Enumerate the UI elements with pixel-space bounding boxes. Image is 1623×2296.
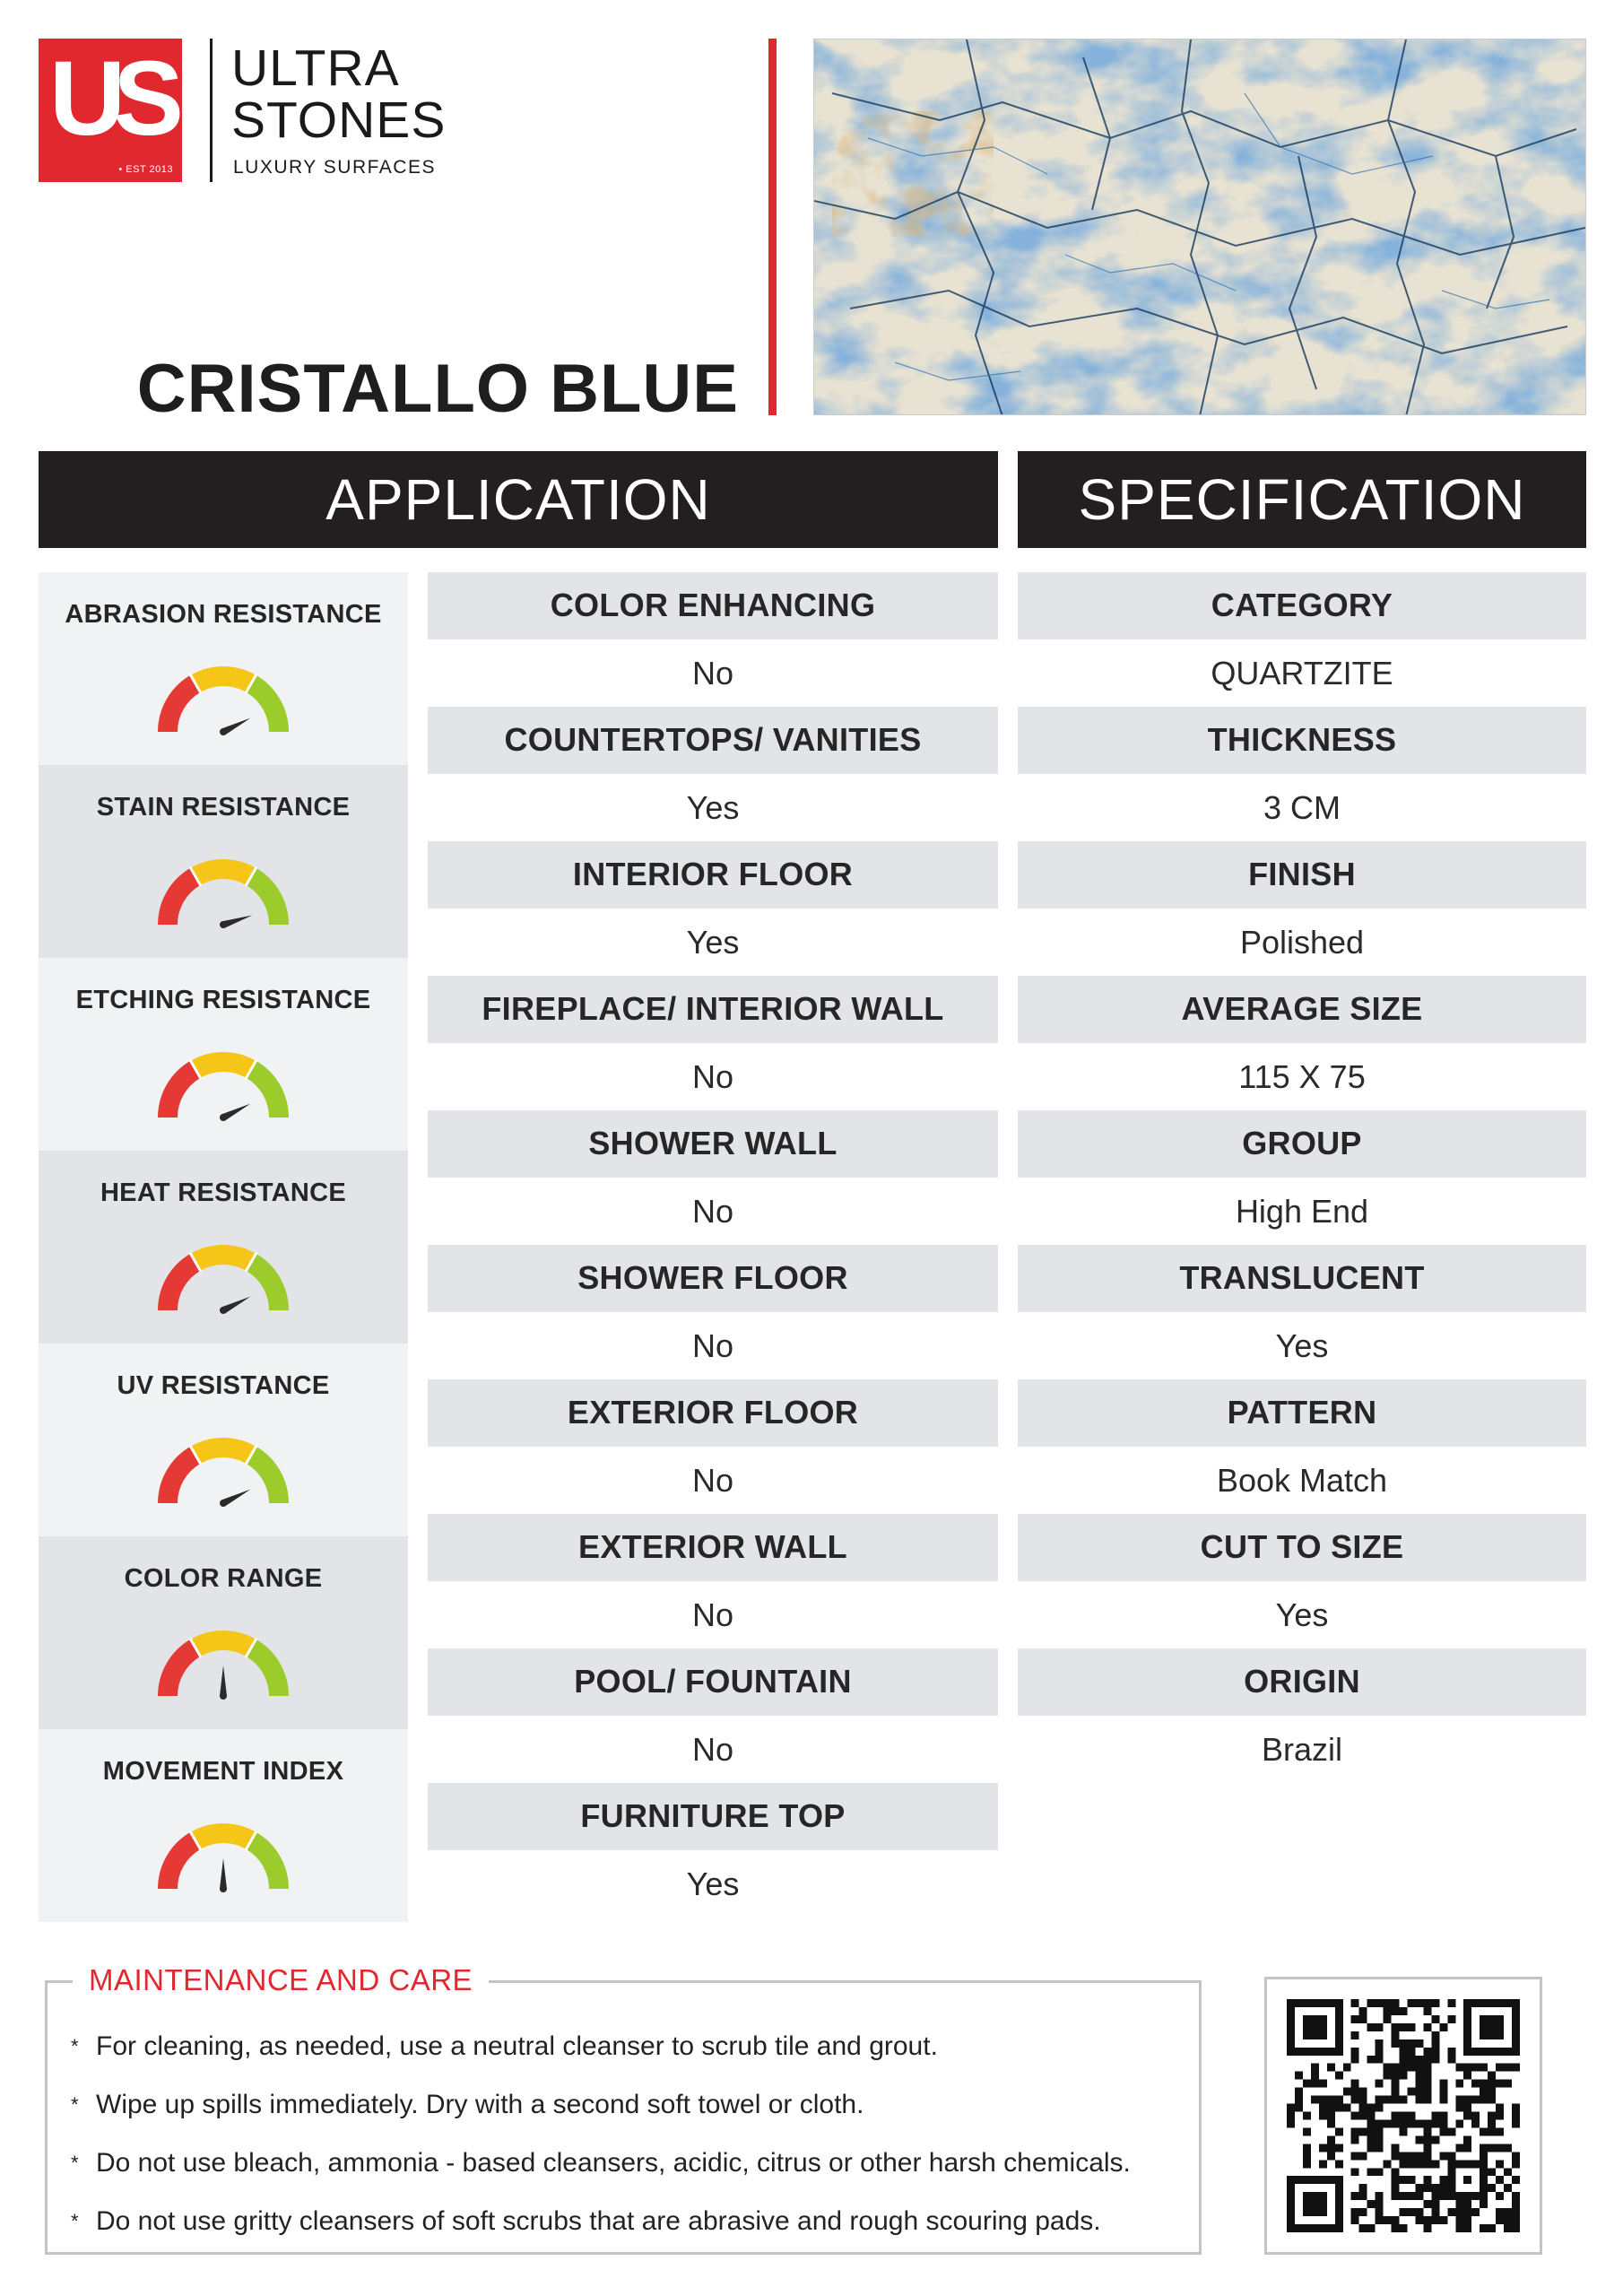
application-value: No (691, 1731, 734, 1768)
specification-label: TRANSLUCENT (1018, 1245, 1586, 1312)
gauge-yellow-zone (196, 869, 250, 876)
gauge-red-zone (168, 876, 195, 925)
specification-value: QUARTZITE (1211, 655, 1393, 691)
asterisk-bullet-icon: * (71, 2093, 79, 2116)
specification-label: PATTERN (1018, 1379, 1586, 1447)
application-label: SHOWER FLOOR (428, 1245, 998, 1312)
gauge-hub (220, 1500, 227, 1507)
application-label: INTERIOR FLOOR (428, 841, 998, 909)
application-label: SHOWER WALL (428, 1110, 998, 1178)
specification-label: FINISH (1018, 841, 1586, 909)
application-table (428, 572, 998, 1918)
gauge-etching-resistance (39, 958, 408, 1151)
gauge-label: HEAT RESISTANCE (100, 1178, 347, 1207)
application-value: No (691, 1596, 734, 1633)
logo-letters: US (49, 39, 171, 158)
gauge-green-zone (251, 1455, 279, 1503)
application-value: Yes (686, 789, 740, 826)
gauge-red-zone (168, 683, 195, 732)
gauge-abrasion-resistance (39, 572, 408, 765)
gauge-label: STAIN RESISTANCE (96, 793, 351, 822)
care-item-text: Do not use bleach, ammonia - based cleansers, acidic, citrus or other harsh chemicals. (96, 2148, 1131, 2178)
gauge-movement-index (39, 1729, 408, 1922)
application-label: COUNTERTOPS/ VANITIES (428, 707, 998, 774)
specification-value: 3 CM (1263, 789, 1341, 826)
logo-divider (210, 39, 213, 182)
application-value: No (691, 655, 734, 691)
resistance-gauges (39, 572, 408, 1922)
specification-value: Polished (1239, 924, 1365, 961)
gauge-red-zone (168, 1840, 195, 1889)
care-title: MAINTENANCE AND CARE (73, 1963, 489, 1997)
gauge-hub (220, 1885, 227, 1892)
gauge-hub (220, 1307, 227, 1314)
application-label: POOL/ FOUNTAIN (428, 1648, 998, 1716)
gauge-dial-icon (150, 848, 297, 932)
care-item-text: For cleaning, as needed, use a neutral cleanser to scrub tile and grout. (96, 2031, 938, 2061)
gauge-red-zone (168, 1455, 195, 1503)
application-value: Yes (686, 924, 740, 961)
specification-label: AVERAGE SIZE (1018, 976, 1586, 1043)
gauge-stain-resistance (39, 765, 408, 958)
care-list (71, 2017, 1131, 2250)
application-value: No (691, 1193, 734, 1230)
brand-name-line1: ULTRA (231, 39, 400, 97)
care-item (71, 2134, 1131, 2192)
care-item-text: Wipe up spills immediately. Dry with a second soft towel or cloth. (96, 2090, 864, 2119)
specification-value: 115 X 75 (1238, 1058, 1366, 1095)
gauge-green-zone (251, 1069, 279, 1118)
gauge-green-zone (251, 876, 279, 925)
specification-table (1018, 572, 1586, 1783)
gauge-needle (222, 915, 253, 927)
asterisk-bullet-icon: * (71, 2035, 79, 2057)
specification-value: High End (1235, 1193, 1369, 1230)
care-item (71, 2075, 1131, 2134)
specification-value: Yes (1275, 1327, 1329, 1364)
gauge-green-zone (251, 1262, 279, 1310)
specification-label: CUT TO SIZE (1018, 1514, 1586, 1581)
gauge-label: MOVEMENT INDEX (102, 1757, 344, 1786)
maintenance-care-box (45, 1963, 1202, 2255)
gauge-dial-icon (150, 1812, 297, 1896)
gauge-green-zone (251, 683, 279, 732)
title-accent-bar (768, 39, 777, 415)
specification-label: GROUP (1018, 1110, 1586, 1178)
gauge-uv-resistance (39, 1344, 408, 1536)
gauge-yellow-zone (196, 1448, 250, 1455)
stone-sample-image (813, 39, 1586, 415)
care-item (71, 2017, 1131, 2075)
gauge-needle (220, 1858, 227, 1889)
gauge-needle (220, 1665, 227, 1696)
application-label: EXTERIOR WALL (428, 1514, 998, 1581)
gauge-dial-icon (150, 1040, 297, 1125)
gauge-red-zone (168, 1069, 195, 1118)
application-label: FURNITURE TOP (428, 1783, 998, 1850)
gauge-color-range (39, 1536, 408, 1729)
gauge-yellow-zone (196, 676, 250, 683)
application-value: No (691, 1462, 734, 1499)
application-label: FIREPLACE/ INTERIOR WALL (428, 976, 998, 1043)
application-value: No (691, 1327, 734, 1364)
specification-label: CATEGORY (1018, 572, 1586, 639)
brand-name-line2: STONES (231, 91, 447, 149)
gauge-yellow-zone (196, 1255, 250, 1262)
gauge-green-zone (251, 1840, 279, 1889)
gauge-dial-icon (150, 1233, 297, 1318)
qr-code-icon (1285, 1999, 1522, 2232)
product-title: CRISTALLO BLUE (136, 351, 739, 427)
gauge-hub (220, 921, 227, 928)
brand-logo (39, 39, 182, 182)
gauge-hub (220, 1114, 227, 1121)
gauge-red-zone (168, 1262, 195, 1310)
gauge-label: COLOR RANGE (124, 1564, 323, 1593)
care-item (71, 2192, 1131, 2250)
application-label: EXTERIOR FLOOR (428, 1379, 998, 1447)
specification-label: ORIGIN (1018, 1648, 1586, 1716)
asterisk-bullet-icon: * (71, 2210, 79, 2232)
logo-est: • EST 2013 (118, 164, 173, 175)
asterisk-bullet-icon: * (71, 2152, 79, 2174)
specification-header: SPECIFICATION (1018, 451, 1586, 548)
gauge-dial-icon (150, 1426, 297, 1510)
qr-code-frame[interactable] (1264, 1977, 1542, 2255)
application-header: APPLICATION (39, 451, 998, 548)
specification-label: THICKNESS (1018, 707, 1586, 774)
gauge-label: ETCHING RESISTANCE (75, 986, 371, 1014)
application-value: Yes (686, 1866, 740, 1902)
care-item-text: Do not use gritty cleansers of soft scrubs that are abrasive and rough scouring pads. (96, 2206, 1101, 2236)
application-label: COLOR ENHANCING (428, 572, 998, 639)
gauge-dial-icon (150, 655, 297, 739)
gauge-hub (220, 1692, 227, 1700)
gauge-yellow-zone (196, 1833, 250, 1840)
application-value: No (691, 1058, 734, 1095)
gauge-heat-resistance (39, 1151, 408, 1344)
gauge-label: UV RESISTANCE (117, 1371, 330, 1400)
gauge-yellow-zone (196, 1640, 250, 1648)
specification-value: Brazil (1261, 1731, 1343, 1768)
gauge-red-zone (168, 1648, 195, 1696)
gauge-green-zone (251, 1648, 279, 1696)
gauge-dial-icon (150, 1619, 297, 1703)
specification-value: Yes (1275, 1596, 1329, 1633)
specification-value: Book Match (1216, 1462, 1388, 1499)
gauge-label: ABRASION RESISTANCE (65, 600, 382, 629)
gauge-hub (220, 728, 227, 735)
brand-tagline: LUXURY SURFACES (233, 157, 436, 178)
gauge-yellow-zone (196, 1062, 250, 1069)
